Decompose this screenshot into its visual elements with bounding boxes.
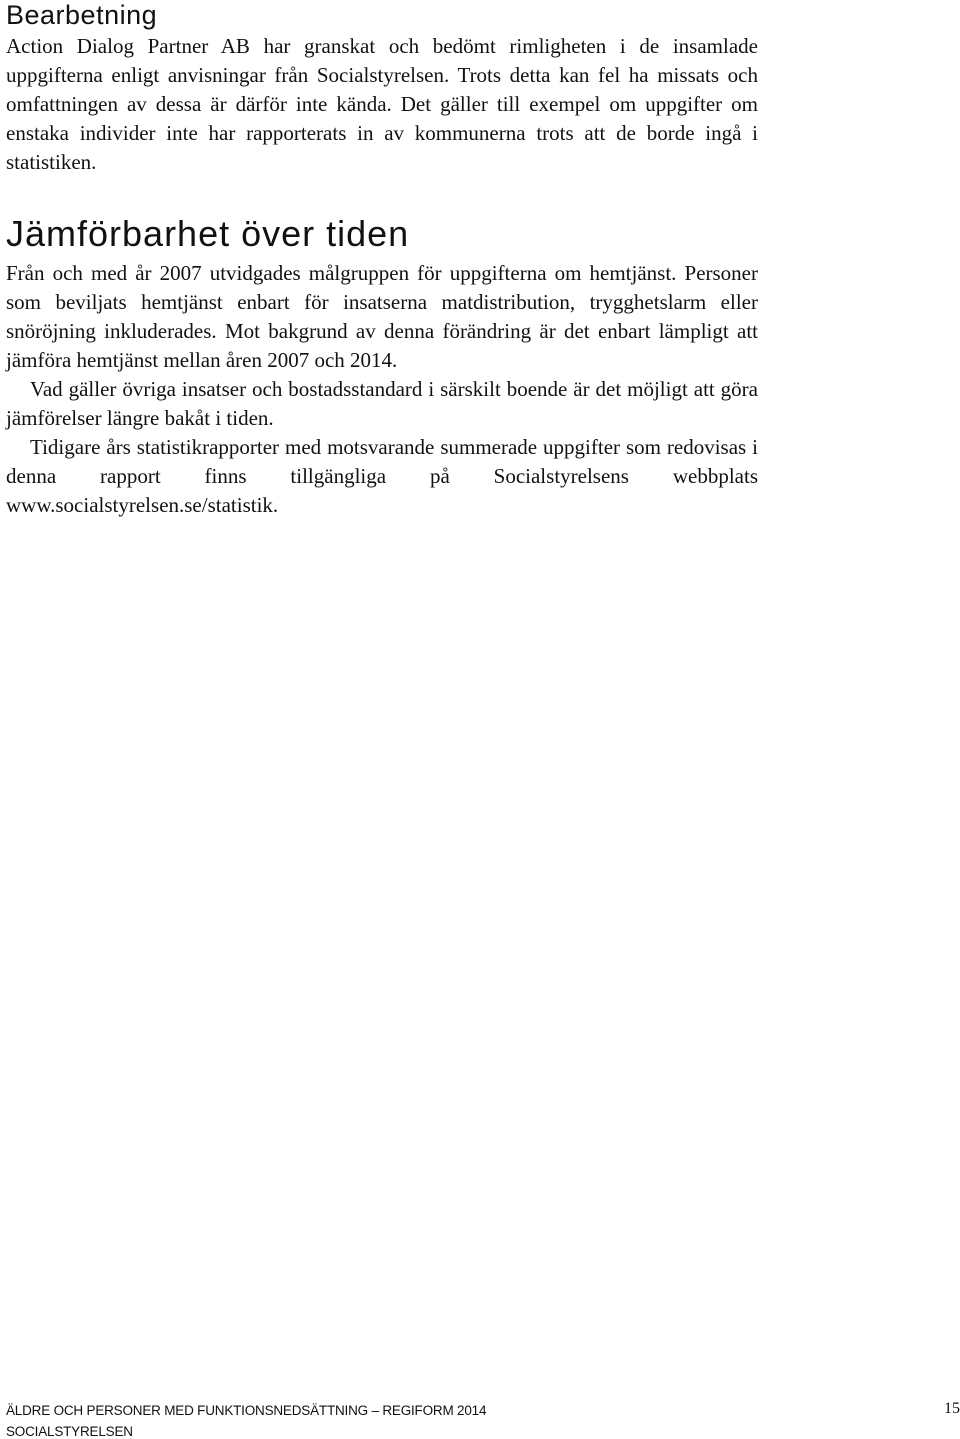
paragraph-tidigare-rapporter: Tidigare års statistikrapporter med motsvarande summerade uppgifter som redovisas i denna rapport finns tillgängliga på Socialstyrelsens webbplats www.socialstyrelsen.se/statistik. [6,435,758,517]
section-heading-bearbetning: Bearbetning [6,0,158,30]
section-heading-jamforbarhet: Jämförbarhet över tiden [6,213,410,254]
footer-publisher: SOCIALSTYRELSEN [6,1424,133,1439]
page-footer [6,1400,960,1439]
footer-report-title: ÄLDRE OCH PERSONER MED FUNKTIONSNEDSÄTTNING – REGIFORM 2014 [6,1403,487,1418]
page-number: 15 [944,1400,960,1417]
document-page [6,0,758,520]
paragraph-malgrupp: Från och med år 2007 utvidgades målgruppen för uppgifterna om hemtjänst. Personer som beviljats hemtjänst enbart för insatserna matdistribution, trygghetslarm eller snöröjning inkluderades. Mot bakgrund av denna förändring är det enbart lämpligt att jämföra hemtjänst mellan åren 2007 och 2014. [6,261,758,372]
paragraph-ovriga-insatser: Vad gäller övriga insatser och bostadsstandard i särskilt boende är det möjligt att göra jämförelser längre bakåt i tiden. [6,377,758,430]
paragraph-bearbetning: Action Dialog Partner AB har granskat och bedömt rimligheten i de insamlade uppgifterna enligt anvisningar från Socialstyrelsen. Trots detta kan fel ha missats och omfattningen av dessa är därför inte kända. Det gäller till exempel om uppgifter om enstaka individer inte har rapporterats in av kommunerna trots att de borde ingå i statistiken. [6,34,758,174]
